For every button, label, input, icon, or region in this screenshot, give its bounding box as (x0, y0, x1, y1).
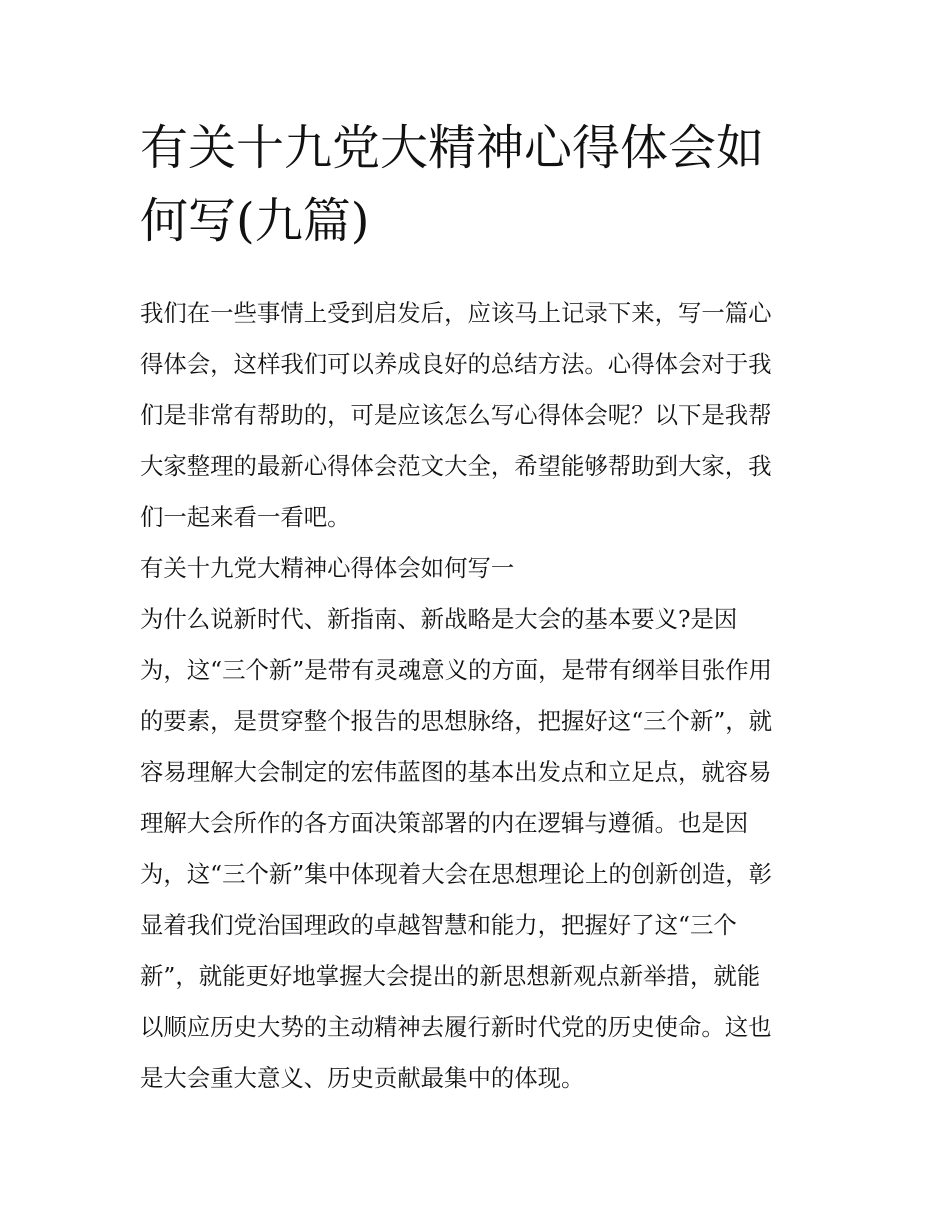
body-line: 为，这“三个新”集中体现着大会在思想理论上的创新创造，彰 (140, 860, 773, 888)
body-line: 为，这“三个新”是带有灵魂意义的方面，是带有纲举目张作用 (140, 656, 773, 684)
body-line: 是大会重大意义、历史贡献最集中的体现。 (140, 1064, 585, 1092)
body-line: 容易理解大会制定的宏伟蓝图的基本出发点和立足点，就容易 (140, 758, 772, 786)
body-line: 以顺应历史大势的主动精神去履行新时代党的历史使命。这也 (140, 1013, 772, 1041)
body-line: 新”，就能更好地掌握大会提出的新思想新观点新举措，就能 (140, 962, 761, 990)
title-line: 何写(九篇) (140, 193, 370, 249)
intro-paragraph (140, 288, 812, 543)
intro-line: 大家整理的最新心得体会范文大全，希望能够帮助到大家，我 (140, 452, 772, 480)
body-line: 显着我们党治国理政的卓越智慧和能力，把握好了这“三个 (140, 911, 737, 939)
section-heading (140, 543, 812, 594)
body-line: 为什么说新时代、新指南、新战略是大会的基本要义?是因 (140, 605, 738, 633)
intro-line: 我们在一些事情上受到启发后，应该马上记录下来，写一篇心 (140, 299, 772, 327)
body-line: 理解大会所作的各方面决策部署的内在逻辑与遵循。也是因 (140, 809, 749, 837)
body-paragraph (140, 594, 812, 1104)
section-heading-text: 有关十九党大精神心得体会如何写一 (140, 554, 515, 582)
intro-line: 们是非常有帮助的，可是应该怎么写心得体会呢？以下是我帮 (140, 401, 772, 429)
intro-line: 们一起来看一看吧。 (140, 503, 351, 531)
document-title (140, 112, 812, 258)
document-content (140, 112, 812, 1104)
title-line: 有关十九党大精神心得体会如 (140, 120, 765, 176)
body-line: 的要素，是贯穿整个报告的思想脉络，把握好这“三个新”，就 (140, 707, 773, 735)
intro-line: 得体会，这样我们可以养成良好的总结方法。心得体会对于我 (140, 350, 772, 378)
